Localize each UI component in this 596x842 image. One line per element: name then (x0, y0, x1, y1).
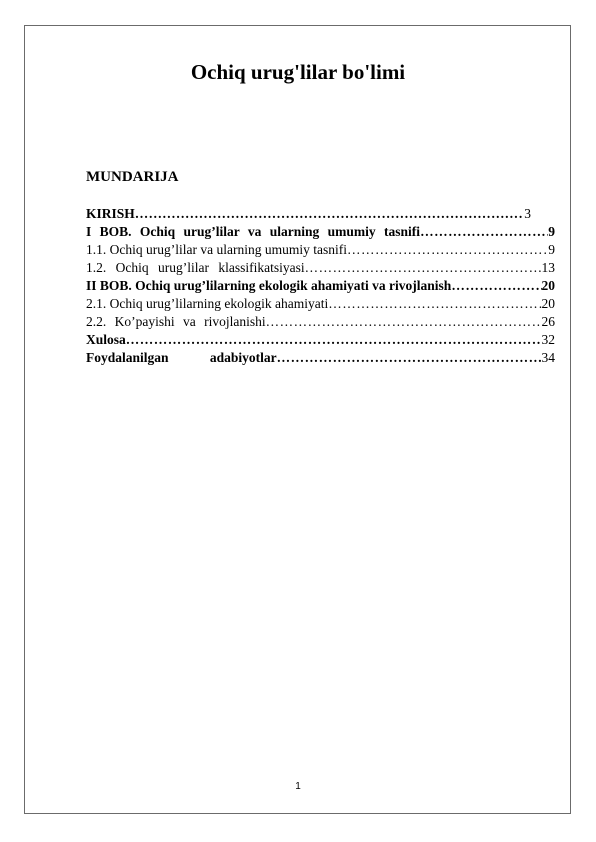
toc-leader-dots (266, 313, 542, 331)
toc-entry-label: Xulosa (86, 332, 126, 347)
toc-entry-chapter-1 (86, 223, 555, 241)
toc-entry-label: Foydalanilgan adabiyotlar (86, 350, 277, 365)
toc-entry-label: II BOB. Ochiq urug’lilarning ekologik ahamiyati va rivojlanish (86, 278, 452, 293)
toc-entry-page: 13 (541, 260, 555, 275)
page-border (24, 25, 571, 814)
toc-entry-kirish (86, 205, 555, 223)
toc-leader-dots (347, 241, 548, 259)
toc-entry-xulosa (86, 331, 555, 349)
toc-entry-label: 2.1. Ochiq urug’lilarning ekologik ahamiyati (86, 296, 329, 311)
toc-leader-dots (451, 277, 541, 295)
toc-leader-dots (277, 349, 542, 367)
toc-entry-label: 1.1. Ochiq urug’lilar va ularning umumiy tasnifi (86, 242, 347, 257)
toc-entry-page: 34 (541, 350, 555, 365)
toc-entry-1-2 (86, 259, 555, 277)
toc-leader-dots (135, 205, 524, 223)
toc-entry-page: 3 (524, 206, 531, 221)
table-of-contents (86, 205, 555, 367)
toc-entry-label: I BOB. Ochiq urug’lilar va ularning umumiy tasnifi (86, 224, 421, 239)
toc-leader-dots (328, 295, 541, 313)
toc-entry-adabiyotlar (86, 349, 555, 367)
toc-leader-dots (305, 259, 542, 277)
toc-entry-2-2 (86, 313, 555, 331)
toc-entry-chapter-2 (86, 277, 555, 295)
toc-entry-page: 20 (541, 278, 555, 293)
toc-entry-label: 2.2. Ko’payishi va rivojlanishi (86, 314, 266, 329)
toc-entry-1-1 (86, 241, 555, 259)
toc-entry-2-1 (86, 295, 555, 313)
toc-entry-page: 20 (541, 296, 555, 311)
toc-entry-label: KIRISH (86, 206, 135, 221)
toc-leader-dots (420, 223, 548, 241)
toc-entry-page: 9 (548, 242, 555, 257)
toc-entry-label: 1.2. Ochiq urug’lilar klassifikatsiyasi (86, 260, 305, 275)
toc-leader-dots (126, 331, 542, 349)
toc-entry-page: 26 (541, 314, 555, 329)
document-title: Ochiq urug'lilar bo'limi (190, 60, 406, 84)
page-number: 1 (295, 781, 301, 792)
toc-entry-page: 32 (541, 332, 555, 347)
contents-heading: MUNDARIJA (86, 169, 179, 185)
toc-entry-page: 9 (548, 224, 555, 239)
